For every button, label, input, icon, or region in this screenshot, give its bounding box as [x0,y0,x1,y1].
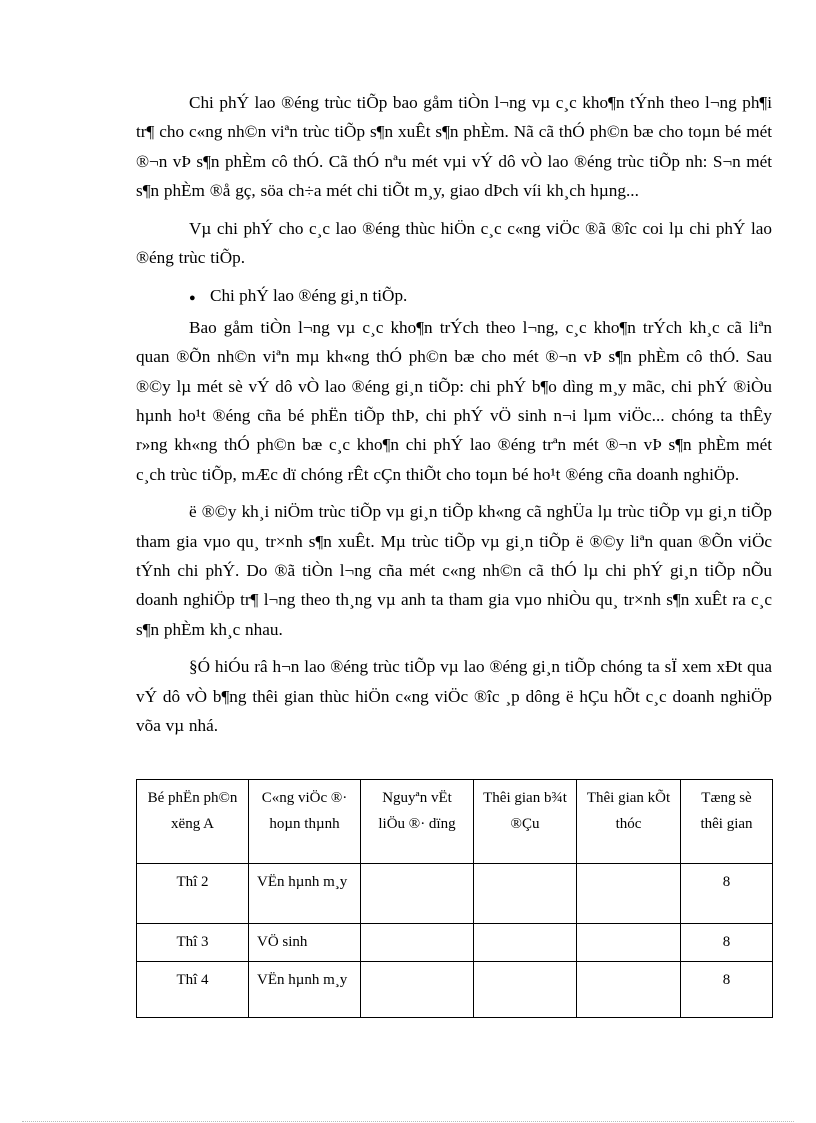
table-row [137,962,773,1018]
table-cell-end-time [577,864,681,924]
work-time-table [136,779,773,1018]
table-cell-end-time [577,962,681,1018]
table-cell-job: VËn hµnh m¸y [249,962,361,1018]
table-cell-worker: Thî 3 [137,924,249,962]
paragraph-indirect-labor-definition: Bao gåm tiÒn l¬ng vµ c¸c kho¶n trÝch theo l¬ng, c¸c kho¶n trÝch kh¸c cã liªn quan ®Õn nh©n viªn mµ kh«ng thÓ ph©n bæ cho mét ®¬n vÞ s¶n phÈm cô thÓ. Sau ®©y lµ mét sè vÝ dô vÒ lao ®éng gi¸n tiÕp: chi phÝ b¶o dìng m¸y mãc, chi phÝ ®iÒu hµnh ho¹t ®éng cña bé phËn tiÕp thÞ, chi phÝ vÖ sinh n¬i lµm viÖc... chóng ta thÊy r»ng kh«ng thÓ ph©n bæ c¸c kho¶n chi phÝ lao ®éng trªn mét ®¬n vÞ s¶n phÈm mét c¸ch trùc tiÕp, mÆc dï chóng rÊt cÇn thiÕt cho toµn bé ho¹t ®éng cña doanh nghiÖp. [136,318,772,484]
table-cell-end-time [577,924,681,962]
table-header-cell: Tæng sè thêi gian [681,780,773,864]
bullet-indirect-labor-text: Chi phÝ lao ®éng gi¸n tiÕp. [210,285,408,305]
table-header-row [137,780,773,864]
table-header-cell: Thêi gian kÕt thóc [577,780,681,864]
paragraph-direct-labor-definition: Chi phÝ lao ®éng trùc tiÕp bao gåm tiÒn l¬ng vµ c¸c kho¶n tÝnh theo l¬ng ph¶i tr¶ cho c«ng nh©n viªn trùc tiÕp s¶n xuÊt s¶n phÈm. Nã cã thÓ ph©n bæ cho toµn bé mét ®¬n vÞ s¶n phÈm cô thÓ. Cã thÓ nªu mét vµi vÝ dô vÒ lao ®éng trùc tiÕp nh: S¬n mét s¶n phÈm ®å gç, söa ch÷a mét chi tiÕt m¸y, giao dÞch víi kh¸ch hµng... [136,93,772,200]
table-cell-start-time [474,924,577,962]
table-cell-total-time: 8 [681,924,773,962]
table-cell-job: VËn hµnh m¸y [249,864,361,924]
table-row [137,864,773,924]
table-cell-materials [361,924,474,962]
table-cell-total-time: 8 [681,864,773,924]
paragraph-table-intro: §Ó hiÓu râ h¬n lao ®éng trùc tiÕp vµ lao ®éng gi¸n tiÕp chóng ta sÏ xem xÐt qua vÝ dô vÒ b¶ng thêi gian thùc hiÖn c«ng viÖc ®îc ¸p dông ë hÇu hÕt c¸c doanh nghiÖp võa vµ nhá. [136,657,772,735]
table-cell-materials [361,864,474,924]
page-bottom-divider [22,1121,794,1122]
bullet-indirect-labor [136,281,772,313]
bullet-dot-icon: ● [189,291,196,304]
table-cell-start-time [474,962,577,1018]
table-header-cell: Thêi gian b¾t ®Çu [474,780,577,864]
table-cell-total-time: 8 [681,962,773,1018]
table-header-cell: Nguyªn vËt liÖu ®· dïng [361,780,474,864]
table-cell-worker: Thî 2 [137,864,249,924]
table-row [137,924,773,962]
paragraph-direct-indirect-concept: ë ®©y kh¸i niÖm trùc tiÕp vµ gi¸n tiÕp kh«ng cã nghÜa lµ trùc tiÕp vµ gi¸n tiÕp tham gia vµo qu¸ tr×nh s¶n xuÊt. Mµ trùc tiÕp vµ gi¸n tiÕp ë ®©y liªn quan ®Õn viÖc tÝnh chi phÝ. Do ®ã tiÒn l¬ng cña mét c«ng nh©n cã thÓ lµ chi phÝ gi¸n tiÕp nÕu doanh nghiÖp tr¶ l¬ng theo th¸ng vµ anh ta tham gia vµo nhiÒu qu¸ tr×nh s¶n xuÊt ra c¸c s¶n phÈm kh¸c nhau. [136,502,772,639]
paragraph-direct-labor-summary: Vµ chi phÝ cho c¸c lao ®éng thùc hiÖn c¸c c«ng viÖc ®ã ®îc coi lµ chi phÝ lao ®éng trùc tiÕp. [136,218,772,267]
table-cell-job: VÖ sinh [249,924,361,962]
table-header-cell: C«ng viÖc ®· hoµn thµnh [249,780,361,864]
table-header-cell: Bé phËn ph©n xëng A [137,780,249,864]
table-cell-worker: Thî 4 [137,962,249,1018]
document-body [136,88,772,740]
table-cell-start-time [474,864,577,924]
table-cell-materials [361,962,474,1018]
